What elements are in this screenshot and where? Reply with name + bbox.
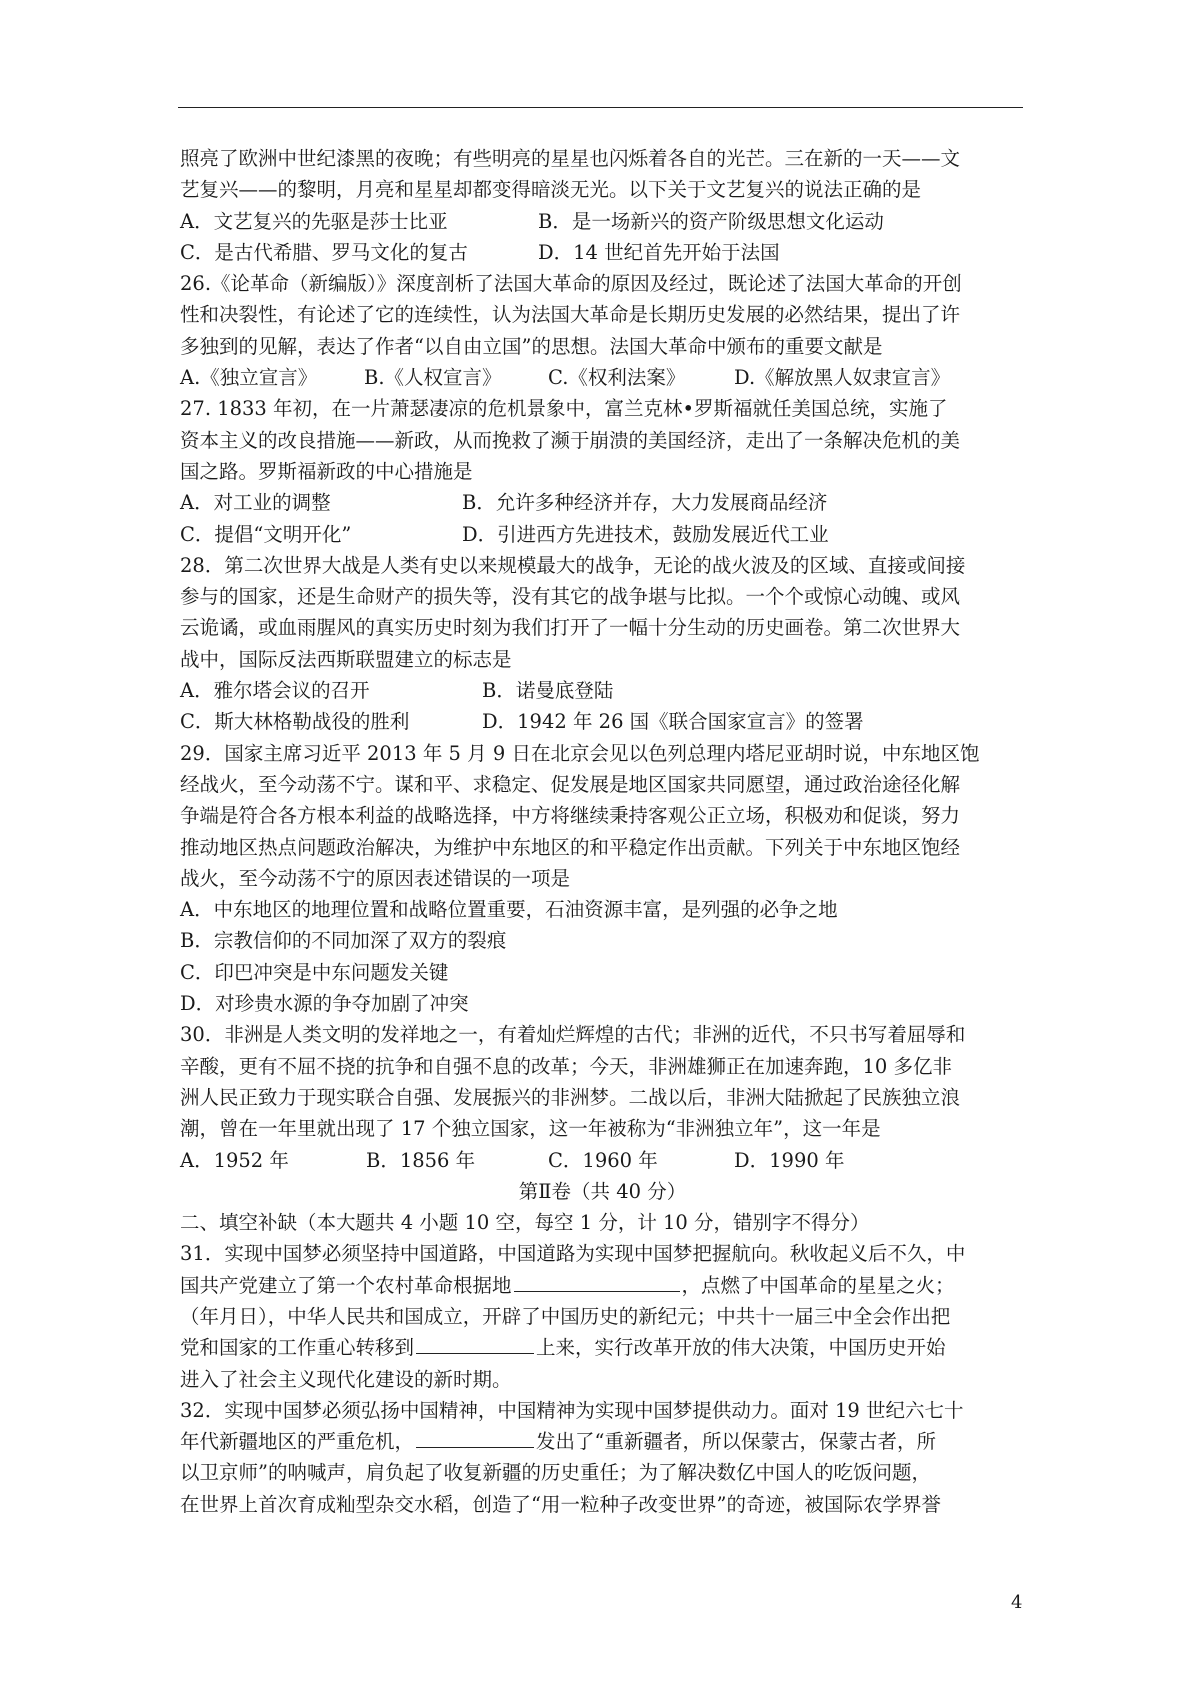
options-row xyxy=(180,206,1025,237)
stem-text: ，点燃了中国革命的星星之火； xyxy=(681,1273,955,1297)
question-stem-line: 国之路。罗斯福新政的中心措施是 xyxy=(180,459,473,483)
question-stem-line: 推动地区热点问题政治解决，为维护中东地区的和平稳定作出贡献。下列关于中东地区饱经 xyxy=(180,835,961,859)
option-d[interactable]: D．14 世纪首先开始于法国 xyxy=(538,240,780,264)
options-row xyxy=(180,1145,1025,1176)
options-row xyxy=(180,675,1025,706)
question-stem-line: 参与的国家，还是生命财产的损失等，没有其它的战争堪与比拟。一个个或惊心动魄、或风 xyxy=(180,585,961,609)
question-stem-line: 潮，曾在一年里就出现了 17 个独立国家，这一年被称为“非洲独立年”，这一年是 xyxy=(180,1117,881,1141)
option-a[interactable]: A.《独立宣言》 xyxy=(180,366,318,390)
options-row xyxy=(180,519,1025,550)
section-title: 第Ⅱ卷（共 40 分） xyxy=(518,1179,687,1203)
stem-text: 党和国家的工作重心转移到 xyxy=(180,1336,415,1360)
question-stem-line: 辛酸，更有不屈不挠的抗争和自强不息的改革；今天，非洲雄狮正在加速奔跑，10 多亿非 xyxy=(180,1054,953,1078)
question-stem-line xyxy=(180,1426,1025,1457)
option-a[interactable]: A．1952 年 xyxy=(180,1148,289,1172)
option-a[interactable]: A．对工业的调整 xyxy=(180,491,331,515)
question-stem-line: 26.《论革命（新编版）》深度剖析了法国大革命的原因及经过，既论述了法国大革命的开创 xyxy=(180,272,962,296)
option-c[interactable]: C．斯大林格勒战役的胜利 xyxy=(180,710,410,734)
fill-blank[interactable] xyxy=(416,1427,534,1448)
question-stem-line: 资本主义的改良措施——新政，从而挽救了濒于崩溃的美国经济，走出了一条解决危机的美 xyxy=(180,428,961,452)
question-stem-line: 云诡谲，或血雨腥风的真实历史时刻为我们打开了一幅十分生动的历史画卷。第二次世界大 xyxy=(180,616,961,640)
question-31 xyxy=(180,1238,1025,1394)
option-c[interactable]: C．印巴冲突是中东问题发关键 xyxy=(180,960,449,984)
question-stem-line: 战火，至今动荡不宁的原因表述错误的一项是 xyxy=(180,866,571,890)
options-row xyxy=(180,362,1025,393)
option-b[interactable]: B．宗教信仰的不同加深了双方的裂痕 xyxy=(180,929,507,953)
question-stem-line: 战中，国际反法西斯联盟建立的标志是 xyxy=(180,647,512,671)
option-c[interactable]: C．1960 年 xyxy=(548,1148,658,1172)
question-stem-line: 照亮了欧洲中世纪漆黑的夜晚；有些明亮的星星也闪烁着各自的光芒。三在新的一天——文 xyxy=(180,147,961,170)
question-stem-line xyxy=(180,1270,1025,1301)
question-stem-line: 以卫京师”的呐喊声，肩负起了收复新疆的历史重任；为了解决数亿中国人的吃饭问题， xyxy=(180,1461,931,1485)
option-d[interactable]: D．1990 年 xyxy=(734,1148,845,1172)
question-stem-line: 性和决裂性，有论述了它的连续性，认为法国大革命是长期历史发展的必然结果，提出了许 xyxy=(180,303,961,327)
stem-text: 发出了“重新疆者，所以保蒙古，保蒙古者，所 xyxy=(536,1430,936,1454)
question-32 xyxy=(180,1395,1025,1520)
question-stem-line xyxy=(180,1332,1025,1363)
options-row xyxy=(180,706,1025,737)
stem-text: 国共产党建立了第一个农村革命根据地 xyxy=(180,1273,512,1297)
option-c[interactable]: C．提倡“文明开化” xyxy=(180,522,352,546)
options-row xyxy=(180,237,1025,268)
option-b[interactable]: B．1856 年 xyxy=(366,1148,476,1172)
options-row xyxy=(180,487,1025,518)
question-stem-line: 31．实现中国梦必须坚持中国道路，中国道路为实现中国梦把握航向。秋收起义后不久，中 xyxy=(180,1242,966,1266)
question-30 xyxy=(180,1019,1025,1175)
stem-text: 上来，实行改革开放的伟大决策，中国历史开始 xyxy=(536,1336,946,1360)
header-rule xyxy=(178,107,1023,108)
stem-text: 年代新疆地区的严重危机， xyxy=(180,1430,415,1454)
option-b[interactable]: B．诺曼底登陆 xyxy=(482,679,614,703)
option-a[interactable]: A．文艺复兴的先驱是莎士比亚 xyxy=(180,209,448,233)
option-b[interactable]: B．允许多种经济并存，大力发展商品经济 xyxy=(462,491,828,515)
question-stem-line: 28．第二次世界大战是人类有史以来规模最大的战争，无论的战火波及的区域、直接或间接 xyxy=(180,553,966,577)
option-d[interactable]: D.《解放黑人奴隶宣言》 xyxy=(734,366,951,390)
question-stem-line: 27. 1833 年初，在一片萧瑟凄凉的危机景象中，富兰克林•罗斯福就任美国总统，实施了 xyxy=(180,397,948,421)
option-b[interactable]: B.《人权宣言》 xyxy=(364,366,502,390)
question-stem-line: 经战火，至今动荡不宁。谋和平、求稳定、促发展是地区国家共同愿望，通过政治途径化解 xyxy=(180,772,961,796)
question-stem-line: 在世界上首次育成籼型杂交水稻，创造了“用一粒种子改变世界”的奇迹，被国际农学界誉 xyxy=(180,1492,941,1516)
question-26 xyxy=(180,268,1025,393)
question-stem-line: 洲人民正致力于现实联合自强、发展振兴的非洲梦。二战以后，非洲大陆掀起了民族独立浪 xyxy=(180,1085,961,1109)
question-stem-line: 争端是符合各方根本利益的战略选择，中方将继续秉持客观公正立场，积极劝和促谈，努力 xyxy=(180,804,961,828)
question-stem-line: 32．实现中国梦必须弘扬中国精神，中国精神为实现中国梦提供动力。面对 19 世纪六七十 xyxy=(180,1398,964,1422)
option-a[interactable]: A．雅尔塔会议的召开 xyxy=(180,679,370,703)
question-stem-line: 29．国家主席习近平 2013 年 5 月 9 日在北京会见以色列总理内塔尼亚胡时说，中东地区饱 xyxy=(180,741,980,765)
fill-blank[interactable] xyxy=(514,1271,680,1292)
question-27 xyxy=(180,393,1025,549)
question-stem-line: 艺复兴——的黎明，月亮和星星却都变得暗淡无光。以下关于文艺复兴的说法正确的是 xyxy=(180,178,922,202)
question-stem-line: 30．非洲是人类文明的发祥地之一，有着灿烂辉煌的古代；非洲的近代，不只书写着屈辱和 xyxy=(180,1023,966,1047)
question-stem-line: 进入了社会主义现代化建设的新时期。 xyxy=(180,1367,512,1391)
option-a[interactable]: A．中东地区的地理位置和战略位置重要，石油资源丰富，是列强的必争之地 xyxy=(180,898,838,922)
option-c[interactable]: C．是古代希腊、罗马文化的复古 xyxy=(180,240,468,264)
fill-blank[interactable] xyxy=(416,1333,534,1354)
question-stem-line: 多独到的见解，表达了作者“以自由立国”的思想。法国大革命中颁布的重要文献是 xyxy=(180,334,883,358)
question-28 xyxy=(180,550,1025,738)
section-heading: 二、填空补缺（本大题共 4 小题 10 空，每空 1 分，计 10 分，错别字不得分） xyxy=(180,1211,870,1235)
question-25 xyxy=(180,143,1025,268)
option-d[interactable]: D．引进西方先进技术，鼓励发展近代工业 xyxy=(462,522,829,546)
question-29 xyxy=(180,738,1025,1020)
page-number: 4 xyxy=(1011,1592,1023,1613)
option-b[interactable]: B．是一场新兴的资产阶级思想文化运动 xyxy=(538,209,884,233)
page-body xyxy=(180,143,1025,1520)
option-d[interactable]: D．1942 年 26 国《联合国家宣言》的签署 xyxy=(482,710,864,734)
option-c[interactable]: C.《权利法案》 xyxy=(548,366,686,390)
question-stem-line: （年月日），中华人民共和国成立，开辟了中国历史的新纪元；中共十一届三中全会作出把 xyxy=(180,1304,951,1328)
option-d[interactable]: D．对珍贵水源的争夺加剧了冲突 xyxy=(180,992,469,1016)
